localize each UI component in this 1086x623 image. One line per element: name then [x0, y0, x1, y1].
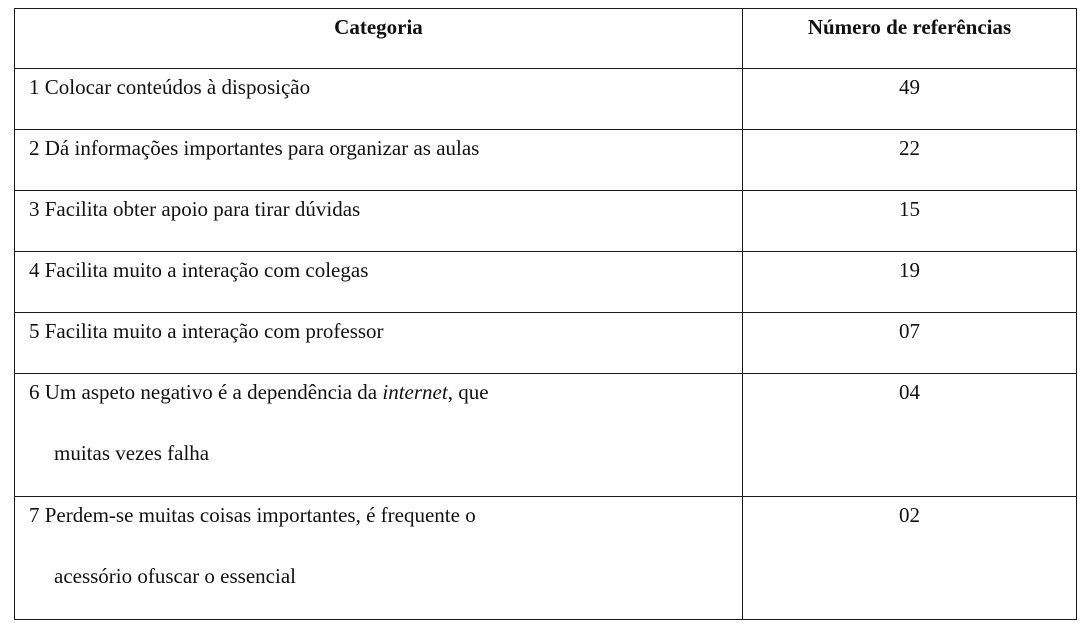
category-cell — [15, 191, 743, 252]
reference-count: 22 — [899, 136, 920, 160]
category-text-end: , que — [447, 380, 489, 404]
category-text: 7 Perdem-se muitas coisas importantes, é frequente o — [29, 503, 476, 527]
category-text: 3 Facilita obter apoio para tirar dúvidas — [29, 197, 361, 221]
category-cell — [15, 313, 743, 374]
category-text-continuation: muitas vezes falha — [54, 441, 210, 465]
category-text — [29, 378, 742, 406]
category-cell — [15, 69, 743, 130]
reference-count: 02 — [899, 503, 920, 527]
table-row — [15, 130, 1077, 191]
reference-count-cell — [743, 191, 1077, 252]
table-row — [15, 69, 1077, 130]
table-header-row — [15, 9, 1077, 69]
reference-count-cell — [743, 497, 1077, 620]
category-text: 2 Dá informações importantes para organizar as aulas — [29, 136, 480, 160]
category-text-italic: internet — [382, 380, 448, 404]
reference-count-cell — [743, 130, 1077, 191]
reference-count: 15 — [899, 197, 920, 221]
category-text: 4 Facilita muito a interação com colegas — [29, 258, 369, 282]
reference-count-cell — [743, 374, 1077, 497]
category-cell — [15, 374, 743, 497]
table-row — [15, 313, 1077, 374]
reference-count: 49 — [899, 75, 920, 99]
table-row — [15, 497, 1077, 620]
table-row — [15, 191, 1077, 252]
category-text: 1 Colocar conteúdos à disposição — [29, 75, 311, 99]
category-text-continuation: acessório ofuscar o essencial — [54, 564, 296, 588]
reference-count-cell — [743, 252, 1077, 313]
table-row — [15, 374, 1077, 497]
reference-count: 19 — [899, 258, 920, 282]
category-cell — [15, 497, 743, 620]
header-references: Número de referências — [743, 9, 1077, 69]
category-cell — [15, 252, 743, 313]
reference-count-cell — [743, 313, 1077, 374]
category-text-start: 6 Um aspeto negativo é a dependência da — [29, 380, 383, 404]
header-category: Categoria — [15, 9, 743, 69]
table-row — [15, 252, 1077, 313]
category-cell — [15, 130, 743, 191]
reference-count-cell — [743, 69, 1077, 130]
references-table — [14, 8, 1077, 620]
category-text: 5 Facilita muito a interação com professor — [29, 319, 384, 343]
reference-count: 07 — [899, 319, 920, 343]
reference-count: 04 — [899, 380, 920, 404]
